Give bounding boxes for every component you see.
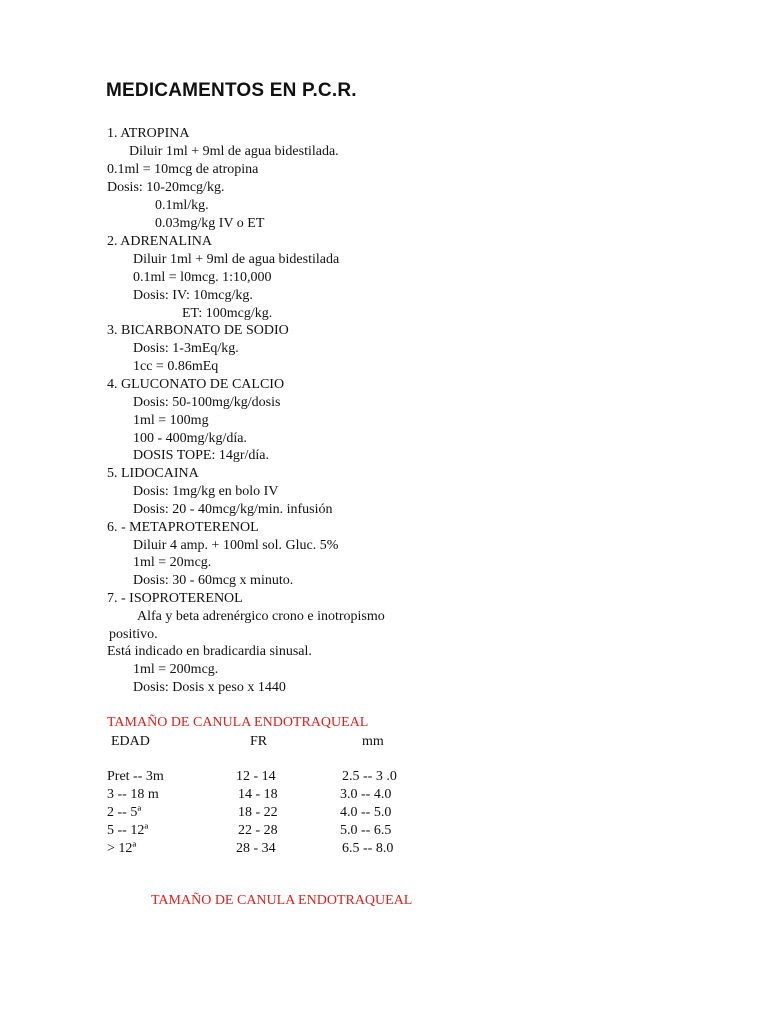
drug-heading-bicarbonato: 3. BICARBONATO DE SODIO (107, 323, 289, 338)
text-line: Dosis: 50-100mg/kg/dosis (133, 395, 281, 410)
text-line: 1ml = 100mg (133, 413, 209, 428)
text-line: positivo. (109, 627, 158, 642)
table-header-edad: EDAD (111, 734, 150, 749)
table-cell: 2 -- 5ª (107, 805, 142, 820)
text-line: Dosis: IV: 10mcg/kg. (133, 288, 253, 303)
text-line: Alfa y beta adrenérgico crono e inotropismo (137, 609, 385, 624)
drug-heading-isoproterenol: 7. - ISOPROTERENOL (107, 591, 243, 606)
table-header-fr: FR (250, 734, 268, 749)
text-line: Dosis: 10-20mcg/kg. (107, 180, 225, 195)
text-line: 0.03mg/kg IV o ET (155, 216, 265, 231)
table-cell: 5.0 -- 6.5 (340, 823, 392, 838)
text-line: 0.1ml/kg. (155, 198, 209, 213)
table-cell: 28 - 34 (236, 841, 276, 856)
text-line: Dosis: 30 - 60mcg x minuto. (133, 573, 294, 588)
table-cell: Pret -- 3m (107, 769, 164, 784)
table-cell: 14 - 18 (238, 787, 278, 802)
text-line: Está indicado en bradicardia sinusal. (107, 644, 312, 659)
table-cell: 3 -- 18 m (107, 787, 159, 802)
text-line: 0.1ml = 10mcg de atropina (107, 162, 259, 177)
drug-heading-atropina: 1. ATROPINA (107, 126, 190, 141)
table-cell: 18 - 22 (238, 805, 278, 820)
text-line: Diluir 1ml + 9ml de agua bidestilada. (129, 144, 339, 159)
table-cell: 22 - 28 (238, 823, 278, 838)
text-line: 1ml = 200mcg. (133, 662, 219, 677)
table-cell: 5 -- 12ª (107, 823, 149, 838)
drug-heading-adrenalina: 2. ADRENALINA (107, 234, 212, 249)
table-header-mm: mm (362, 734, 384, 749)
text-line: 1cc = 0.86mEq (133, 359, 219, 374)
text-line: Dosis: 1mg/kg en bolo IV (133, 484, 279, 499)
drug-heading-lidocaina: 5. LIDOCAINA (107, 466, 199, 481)
text-line: Diluir 1ml + 9ml de agua bidestilada (133, 252, 340, 267)
footer-title: TAMAÑO DE CANULA ENDOTRAQUEAL (151, 893, 413, 908)
text-line: Dosis: 1-3mEq/kg. (133, 341, 239, 356)
text-line: DOSIS TOPE: 14gr/día. (133, 448, 269, 463)
table-cell: > 12ª (107, 841, 137, 856)
text-line: ET: 100mcg/kg. (182, 306, 273, 321)
drug-heading-metaproterenol: 6. - METAPROTERENOL (107, 520, 259, 535)
text-line: Diluir 4 amp. + 100ml sol. Gluc. 5% (133, 538, 339, 553)
text-line: 0.1ml = l0mcg. 1:10,000 (133, 270, 272, 285)
text-line: 100 - 400mg/kg/día. (133, 431, 247, 446)
drug-heading-gluconato: 4. GLUCONATO DE CALCIO (107, 377, 285, 392)
text-line: 1ml = 20mcg. (133, 555, 212, 570)
text-line: Dosis: Dosis x peso x 1440 (133, 680, 286, 695)
section-title: TAMAÑO DE CANULA ENDOTRAQUEAL (107, 715, 369, 730)
table-cell: 12 - 14 (236, 769, 276, 784)
table-cell: 2.5 -- 3 .0 (342, 769, 397, 784)
text-line: Dosis: 20 - 40mcg/kg/min. infusión (133, 502, 333, 517)
page-title: MEDICAMENTOS EN P.C.R. (106, 80, 357, 101)
table-cell: 4.0 -- 5.0 (340, 805, 392, 820)
table-cell: 3.0 -- 4.0 (340, 787, 392, 802)
table-cell: 6.5 -- 8.0 (342, 841, 394, 856)
